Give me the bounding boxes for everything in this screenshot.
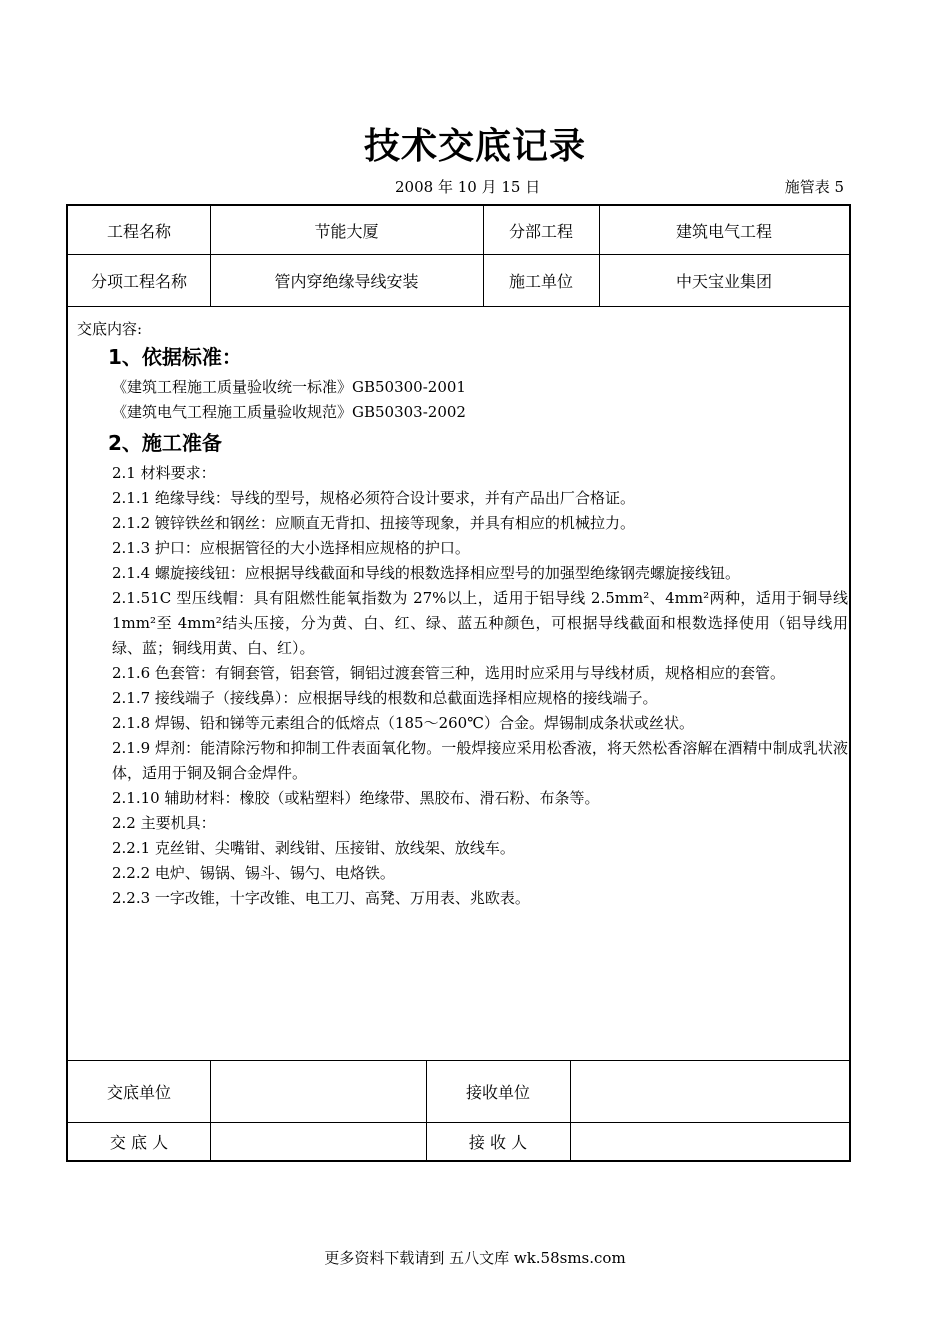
project-name-label: 工程名称 xyxy=(106,221,171,241)
section-2-heading: 2、施工准备 xyxy=(108,431,222,455)
requirement-item: 2.1.4 螺旋接线钮：应根据导线截面和导线的根数选择相应型号的加强型绝缘钢壳螺旋接线钮。 xyxy=(112,564,740,582)
form-number: 施管表 5 xyxy=(784,178,844,196)
document-title: 技术交底记录 xyxy=(363,126,586,167)
requirement-item: 2.2.2 电炉、锡锅、锡斗、锡勺、电烙铁。 xyxy=(112,864,395,882)
requirement-item: 2.1.3 护口：应根据管径的大小选择相应规格的护口。 xyxy=(112,539,470,557)
content-label: 交底内容: xyxy=(77,320,143,338)
requirement-item: 2.2.1 克丝钳、尖嘴钳、剥线钳、压接钳、放线架、放线车。 xyxy=(112,839,515,857)
division-value: 建筑电气工程 xyxy=(675,221,772,241)
receiver-unit-field[interactable] xyxy=(570,1060,849,1122)
construction-unit-label: 施工单位 xyxy=(508,271,573,291)
requirement-item: 2.1 材料要求： xyxy=(112,464,216,482)
requirement-item: 2.1.1 绝缘导线：导线的型号，规格必须符合设计要求，并有产品出厂合格证。 xyxy=(112,489,635,507)
issuer-person-field[interactable] xyxy=(210,1122,426,1160)
requirement-item: 2.1.6 色套管：有铜套管，铝套管，铜铝过渡套管三种，选用时应采用与导线材质，规格相应的套管。 xyxy=(112,664,785,682)
standard-item: 《建筑工程施工质量验收统一标准》GB50300-2001 xyxy=(112,378,466,396)
requirement-item: 2.2 主要机具： xyxy=(112,814,216,832)
section-1-heading: 1、依据标准： xyxy=(108,345,242,369)
content-body xyxy=(108,339,848,911)
requirement-item: 2.1.9 焊剂：能清除污物和抑制工件表面氧化物。一般焊接应采用松香液，将天然松香溶解在酒精中制成乳状液体，适用于铜及铜合金焊件。 xyxy=(112,739,848,782)
requirement-item: 2.1.51C 型压线帽：具有阻燃性能氧指数为 27%以上，适用于铝导线 2.5mm²、4mm²两种，适用于铜导线 1mm²至 4mm²结头压接，分为黄、白、红、绿、蓝五种颜色，可根据导线截面和根数选择使用（铝导线用绿、蓝；铜线用黄、白、红）。 xyxy=(112,589,848,657)
footer-note: 更多资料下载请到 五八文库 wk.58sms.com xyxy=(324,1249,626,1267)
project-name-value: 节能大厦 xyxy=(314,221,379,241)
subitem-value: 管内穿绝缘导线安装 xyxy=(274,271,419,291)
issuer-person-label: 交 底 人 xyxy=(109,1132,169,1152)
record-table xyxy=(66,204,851,1162)
requirement-item: 2.1.8 焊锡、铅和锑等元素组合的低熔点（185～260℃）合金。焊锡制成条状或丝状。 xyxy=(112,714,694,732)
requirement-item: 2.1.2 镀锌铁丝和钢丝：应顺直无背扣、扭接等现象，并具有相应的机械拉力。 xyxy=(112,514,635,532)
standard-item: 《建筑电气工程施工质量验收规范》GB50303-2002 xyxy=(112,403,466,421)
issuer-unit-field[interactable] xyxy=(210,1060,426,1122)
receiver-person-label: 接 收 人 xyxy=(468,1132,528,1152)
division-label: 分部工程 xyxy=(508,221,573,241)
record-date: 2008 年 10 月 15 日 xyxy=(395,178,541,196)
requirement-item: 2.1.7 接线端子（接线鼻）：应根据导线的根数和总截面选择相应规格的接线端子。 xyxy=(112,689,658,707)
issuer-unit-label: 交底单位 xyxy=(106,1082,171,1102)
construction-unit-value: 中天宝业集团 xyxy=(675,271,772,291)
requirement-item: 2.2.3 一字改锥，十字改锥、电工刀、高凳、万用表、兆欧表。 xyxy=(112,889,530,907)
receiver-unit-label: 接收单位 xyxy=(465,1082,530,1102)
receiver-person-field[interactable] xyxy=(570,1122,849,1160)
requirement-item: 2.1.10 辅助材料：橡胶（或粘塑料）绝缘带、黑胶布、滑石粉、布条等。 xyxy=(112,789,600,807)
subitem-label: 分项工程名称 xyxy=(90,271,187,291)
row-divider xyxy=(68,306,849,307)
